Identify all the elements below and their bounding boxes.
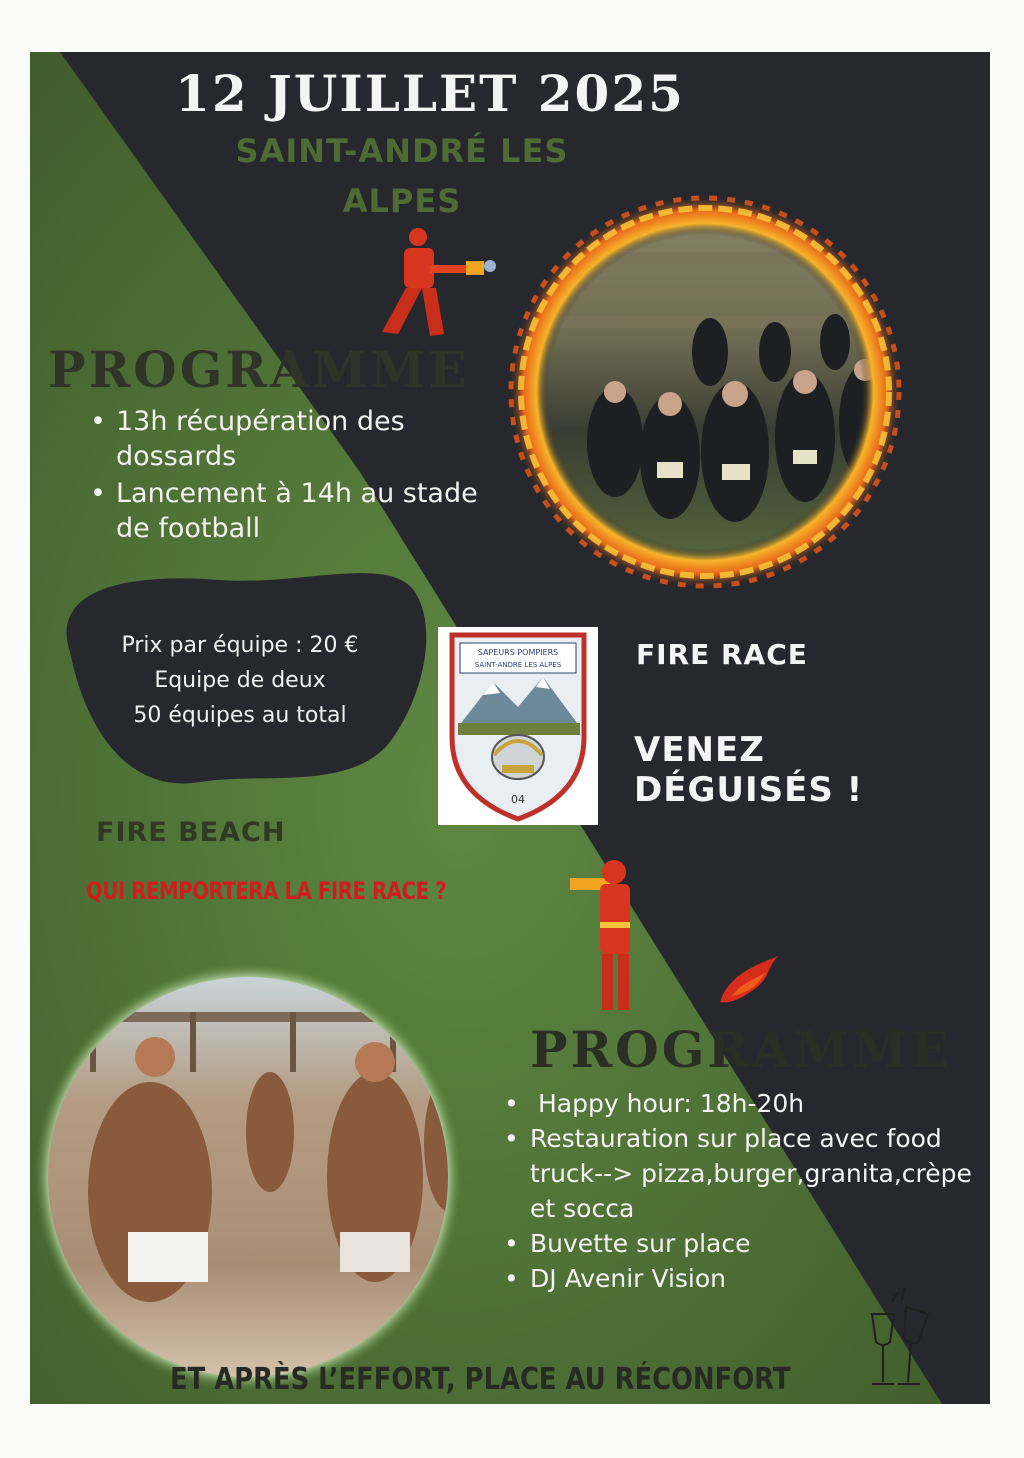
badge-line-1: SAPEURS POMPIERS [477, 648, 559, 657]
list-item: • Buvette sur place [502, 1226, 972, 1261]
badge-line-2: SAINT-ANDRÉ LES ALPES [474, 661, 562, 669]
list-item: • Lancement à 14h au stade de football [88, 476, 488, 546]
footer-tagline: ET APRÈS L’EFFORT, PLACE AU RÉCONFORT [170, 1362, 791, 1397]
event-name: FIRE RACE [636, 638, 808, 671]
race-programme-list [88, 404, 488, 548]
town-line-1: SAINT-ANDRÉ LES [235, 132, 569, 170]
list-item: • DJ Avenir Vision [502, 1261, 972, 1296]
costume-line-2: DÉGUISÉS ! [634, 770, 864, 810]
race-question: QUI REMPORTERA LA FIRE RACE ? [86, 877, 447, 905]
beach-programme-title: PROGRAMME [530, 1020, 952, 1079]
beach-programme-list [502, 1086, 972, 1296]
beach-event-name: FIRE BEACH [96, 817, 286, 848]
poster [30, 52, 990, 1404]
price-panel [70, 628, 410, 733]
event-date: 12 JUILLET 2025 [175, 64, 685, 123]
list-item: • Happy hour: 18h-20h [502, 1086, 972, 1121]
list-item: • Restauration sur place avec food truck--> pizza,burger,granita,crèpe et socca [502, 1121, 972, 1226]
badge-number: 04 [511, 793, 525, 806]
fire-brigade-badge [438, 627, 598, 825]
price-per-team: Prix par équipe : 20 € [121, 633, 359, 658]
costume-callout [634, 730, 863, 810]
team-size: Equipe de deux [154, 668, 326, 693]
costume-line-1: VENEZ [634, 730, 765, 770]
list-item: • 13h récupération des dossards [88, 404, 488, 474]
team-total: 50 équipes au total [133, 703, 347, 728]
race-programme-title: PROGRAMME [48, 340, 470, 399]
town-line-2: ALPES [342, 182, 462, 220]
